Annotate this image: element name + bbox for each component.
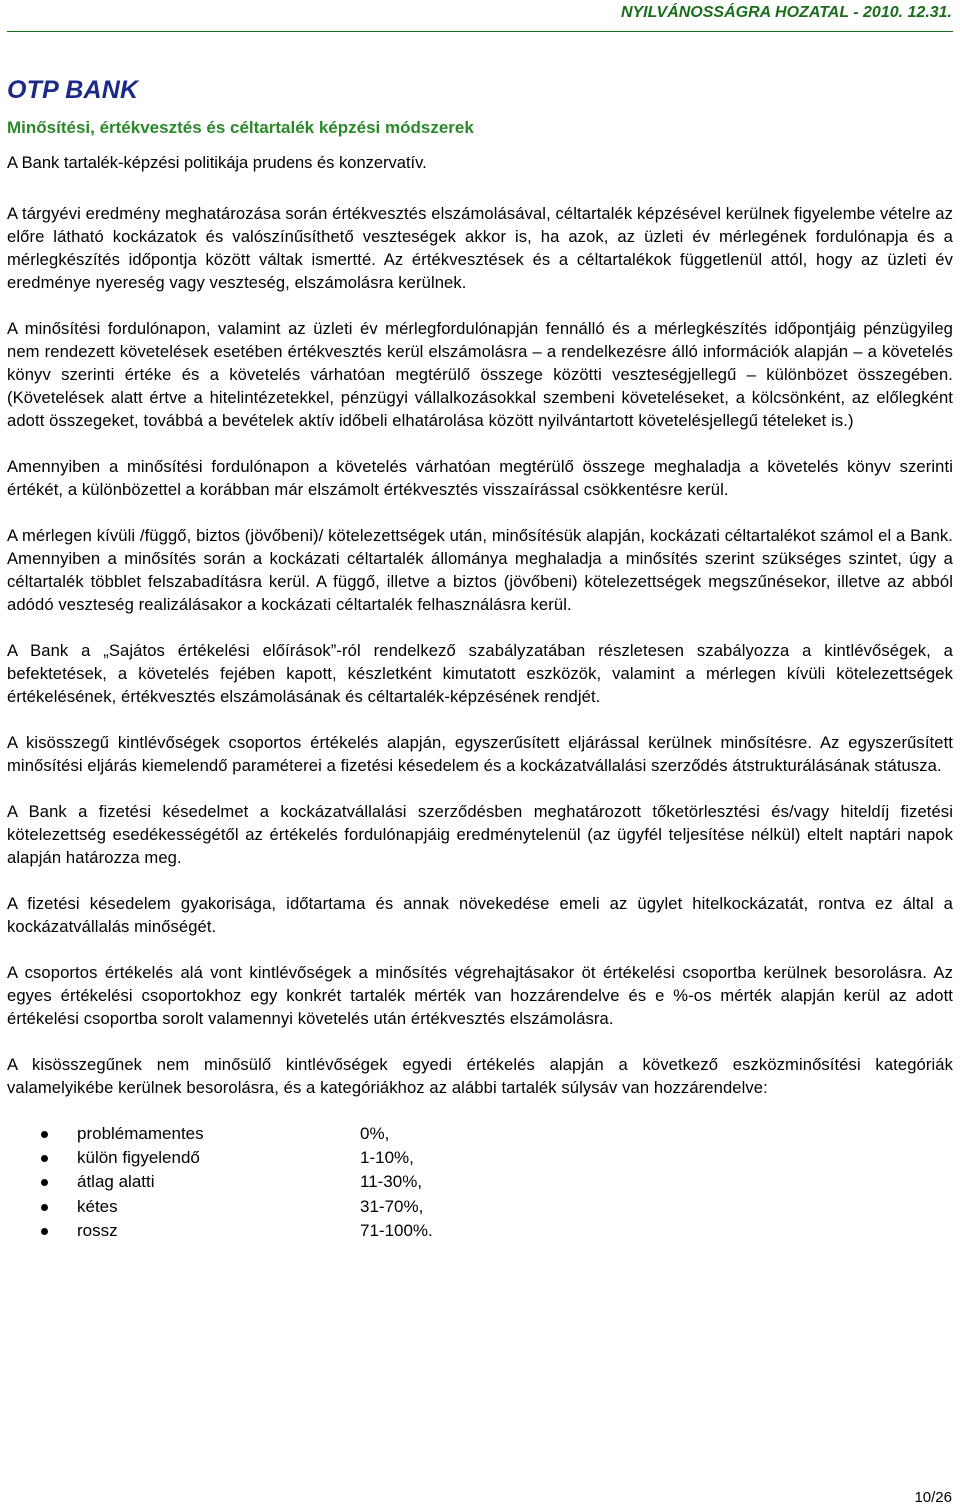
category-label: külön figyelendő [77, 1148, 200, 1168]
list-item [7, 1122, 953, 1146]
page-number: 10/26 [914, 1489, 952, 1506]
category-label: átlag alatti [77, 1172, 155, 1192]
paragraph: A csoportos értékelés alá vont kintlévőségek a minősítés végrehajtásakor öt értékelési csoportba kerülnek besorolásra. Az egyes értékelési csoportokhoz egy konkrét tartalék mérték van hozzárendelve és e %-os mérték alapján kerül az adott értékelési csoportba sorolt valamennyi követelés után értékvesztés elszámolásra. [7, 963, 953, 1028]
confidentiality-header: NYILVÁNOSSÁGRA HOZATAL - 2010. 12.31. [620, 4, 952, 21]
paragraph: Amennyiben a minősítési fordulónapon a követelés várhatóan megtérülő összege meghaladja a követelés könyv szerinti értékét, a különbözettel a korábban már elszámolt értékvesztés visszaírással csökkentésre kerül. [7, 457, 953, 499]
list-item [7, 1195, 953, 1219]
intro-text: A Bank tartalék-képzési politikája prudens és konzervatív. [7, 154, 427, 172]
list-item [7, 1170, 953, 1194]
list-item [7, 1146, 953, 1170]
bullet-icon [41, 1204, 48, 1211]
list-item [7, 1219, 953, 1243]
paragraph: A fizetési késedelem gyakorisága, időtartama és annak növekedése emeli az ügylet hitelkockázatát, rontva ez által a kockázatvállalás minőségét. [7, 894, 953, 936]
category-list [7, 1122, 953, 1243]
header-divider [7, 31, 953, 32]
paragraph: A kisösszegű kintlévőségek csoportos értékelés alapján, egyszerűsített eljárással kerülnek minősítésre. Az egyszerűsített minősítési eljárás kiemelendő paraméterei a fizetési késedelem és a kockázatvállalási szerződés átstrukturálásának státusza. [7, 733, 953, 775]
bullet-icon [41, 1179, 48, 1186]
bullet-icon [41, 1155, 48, 1162]
category-label: problémamentes [77, 1124, 204, 1143]
category-value: 11-30%, [360, 1172, 423, 1192]
bullet-icon [41, 1131, 48, 1138]
section-title: Minősítési, értékvesztés és céltartalék képzési módszerek [7, 118, 474, 137]
bullet-icon [41, 1228, 48, 1235]
category-value: 31-70%, [360, 1196, 424, 1216]
paragraph: A Bank a „Sajátos értékelési előírások”-ról rendelkező szabályzatában részletesen szabályozza a kintlévőségek, a befektetések, a követelés fejében kapott, készletként kimutatott eszközök, valamint a mérlegen kívüli kötelezettségek értékelésének, értékvesztés elszámolásának és céltartalék-képzésének rendjét. [7, 641, 953, 706]
category-value: 0%, [360, 1124, 390, 1143]
category-value: 71-100%. [360, 1220, 433, 1240]
category-label: kétes [77, 1196, 118, 1216]
category-label: rossz [77, 1220, 118, 1240]
paragraph: A kisösszegűnek nem minősülő kintlévőségek egyedi értékelés alapján a következő eszközminősítési kategóriák valamelyikébe kerülnek besorolásra, és a kategóriákhoz az alábbi tartalék súlysáv van hozzárendelve: [7, 1055, 953, 1097]
document-body [7, 202, 953, 1243]
bank-name: OTP BANK [7, 76, 139, 104]
paragraph: A tárgyévi eredmény meghatározása során értékvesztés elszámolásával, céltartalék képzésével kerülnek figyelembe vételre az előre látható kockázatok és valószínűsíthető veszteségek akkor is, ha azok, az üzleti év mérlegének fordulónapja és a mérlegkészítés időpontja között váltak ismertté. Az értékvesztések és a céltartalékok függetlenül attól, hogy az üzleti év eredménye nyereség vagy veszteség, elszámolásra kerülnek. [7, 204, 953, 292]
paragraph: A Bank a fizetési késedelmet a kockázatvállalási szerződésben meghatározott tőketörlesztési és/vagy hiteldíj fizetési kötelezettség esedékességétől az értékelés fordulónapjáig eredménytelenül (az ügyfél teljesítése nélkül) eltelt naptári napok alapján határozza meg. [7, 802, 953, 867]
category-value: 1-10%, [360, 1148, 414, 1168]
paragraph: A minősítési fordulónapon, valamint az üzleti év mérlegfordulónapján fennálló és a mérlegkészítés időpontjáig pénzügyileg nem rendezett követelések esetében értékvesztés kerül elszámolásra – a rendelkezésre álló információk alapján – a követelés könyv szerinti értéke és a követelés várhatóan megtérülő összege közötti veszteségjellegű – különbözet összegében. (Követelések alatt értve a hitelintézetekkel, pénzügyi vállalkozásokkal szembeni követeléseket, a kölcsönként, az előlegként adott összegeket, továbbá a bevételek aktív időbeli elhatárolása között nyilvántartott követelésjellegű tételeket is.) [7, 319, 953, 430]
paragraph: A mérlegen kívüli /függő, biztos (jövőbeni)/ kötelezettségek után, minősítésük alapján, kockázati céltartalékot számol el a Bank. Amennyiben a minősítés során a kockázati céltartalék állománya meghaladja a minősítés szerint szükséges szintet, úgy a céltartalék többlet felszabadításra kerül. A függő, illetve a biztos (jövőbeni) kötelezettségek megszűnésekor, illetve az abból adódó veszteség realizálásakor a kockázati céltartalék felhasználásra kerül. [7, 526, 953, 614]
